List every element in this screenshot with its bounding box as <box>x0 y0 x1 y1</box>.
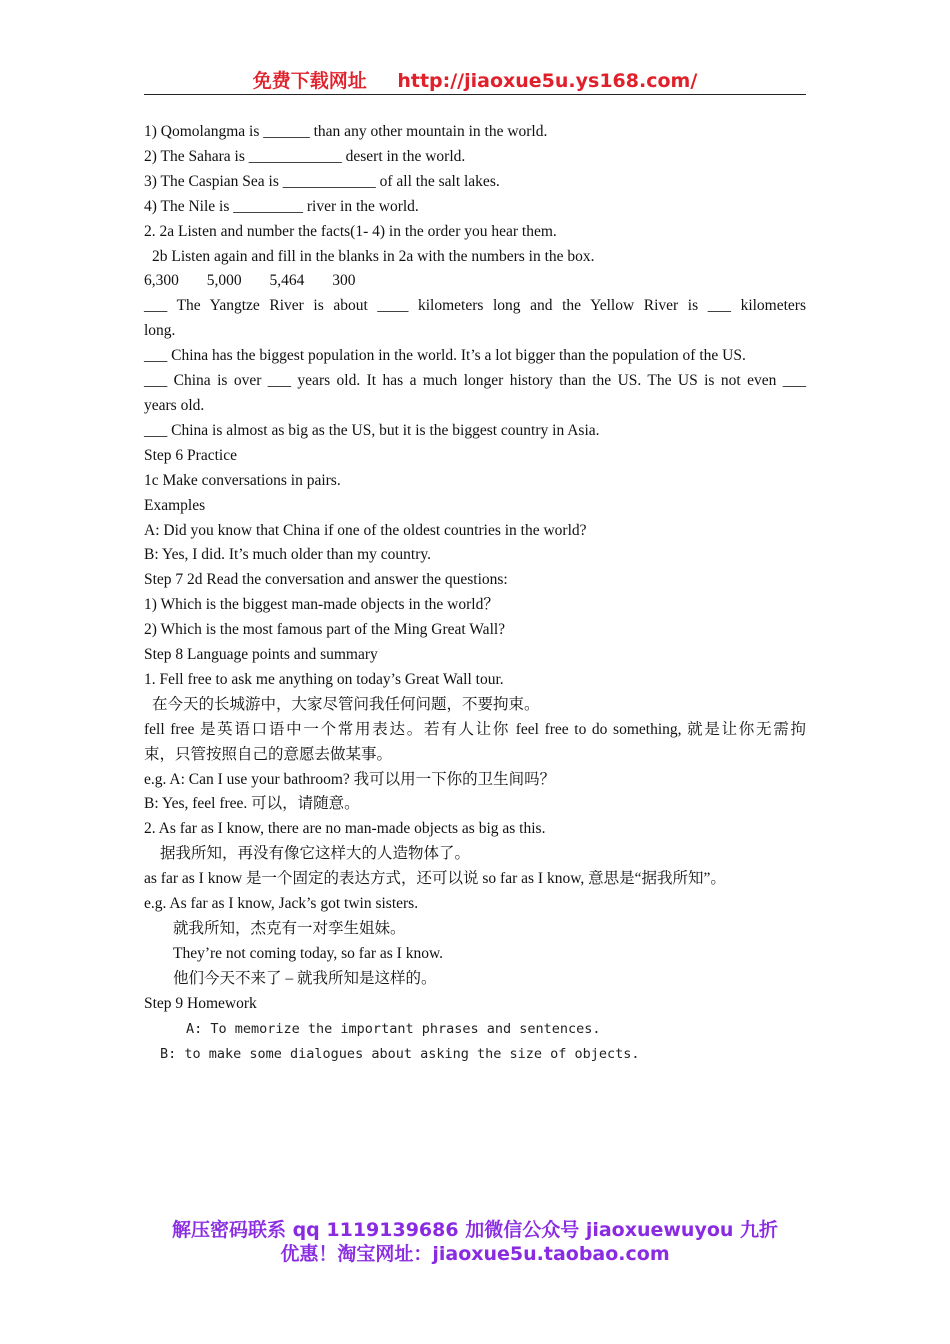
chinese-line: 据我所知，再没有像它这样大的人造物体了。 <box>160 845 471 863</box>
fact-line: ___ China has the biggest population in the world. It’s a lot bigger than the population of the US. <box>144 347 746 365</box>
number-item: 5,464 <box>269 272 305 290</box>
text-line: 1c Make conversations in pairs. <box>144 471 341 489</box>
dialogue-line: B: Yes, I did. It’s much older than my country. <box>144 546 432 564</box>
exercise-line: 2) The Sahara is ____________ desert in the world. <box>144 147 466 165</box>
chinese-line: 束，只管按照自己的意愿去做某事。 <box>144 745 393 763</box>
homework-line: A: To memorize the important phrases and sentences. <box>186 1020 601 1037</box>
instruction-2a: 2. 2a Listen and number the facts(1- 4) in the order you hear them. <box>144 222 557 240</box>
exercise-line: 1) Qomolangma is ______ than any other mountain in the world. <box>144 123 548 140</box>
chinese-line: 在今天的长城游中，大家尽管问我任何问题，不要拘束。 <box>152 695 540 713</box>
text-line: fell free 是英语口语中一个常用表达。若有人让你 feel free to do something, 就是让你无需拘 <box>144 720 806 738</box>
dialogue-line: A: Did you know that China if one of the oldest countries in the world? <box>144 521 587 539</box>
exercise-line: 4) The Nile is _________ river in the world. <box>144 197 419 215</box>
footer-line-1: 解压密码联系 qq 1119139686 加微信公众号 jiaoxuewuyou 九折 <box>171 1219 779 1241</box>
fact-line: ___ China is almost as big as the US, but it is the biggest country in Asia. <box>144 421 600 439</box>
chinese-line: 就我所知，杰克有一对孪生姐妹。 <box>173 920 406 937</box>
exercise-line: 3) The Caspian Sea is ____________ of all the salt lakes. <box>144 172 500 190</box>
example-line: They’re not coming today, so far as I know. <box>173 944 444 962</box>
homework-line: B: to make some dialogues about asking the size of objects. <box>160 1045 640 1062</box>
header-url-link[interactable]: http://jiaoxue5u.ys168.com/ <box>397 70 698 92</box>
step-heading: Step 6 Practice <box>144 446 237 464</box>
step-heading: Step 8 Language points and summary <box>144 646 378 664</box>
chinese-line: 他们今天不来了 – 就我所知是这样的。 <box>173 969 437 987</box>
example-line: B: Yes, feel free. 可以，请随意。 <box>144 795 360 813</box>
header-free-download: 免费下载网址 <box>252 70 367 92</box>
fact-line: ___ China is over ___ years old. It has a much longer history than the US. The US is not even ___ <box>144 372 806 390</box>
step-heading: Step 7 2d Read the conversation and answer the questions: <box>144 571 508 589</box>
number-item: 5,000 <box>206 272 242 290</box>
step-heading: Step 9 Homework <box>144 994 257 1012</box>
example-line: e.g. As far as I know, Jack’s got twin sisters. <box>144 895 419 913</box>
number-item: 6,300 <box>144 272 179 290</box>
page-footer <box>100 1218 850 1266</box>
text-line: 2. As far as I know, there are no man-made objects as big as this. <box>144 820 546 838</box>
document-body <box>144 120 806 1066</box>
text-line: Examples <box>144 496 206 514</box>
text-line: as far as I know 是一个固定的表达方式，还可以说 so far as I know, 意思是“据我所知”。 <box>144 870 726 888</box>
page-header <box>144 66 806 95</box>
fact-line: ___ The Yangtze River is about ____ kilometers long and the Yellow River is ___ kilometers <box>144 297 806 315</box>
example-line: e.g. A: Can I use your bathroom? 我可以用一下你的卫生间吗？ <box>144 770 556 788</box>
number-box <box>144 269 806 294</box>
question-line: 1) Which is the biggest man-made objects in the world？ <box>144 596 499 614</box>
instruction-2b: 2b Listen again and fill in the blanks in 2a with the numbers in the box. <box>152 247 595 265</box>
question-line: 2) Which is the most famous part of the Ming Great Wall? <box>144 621 506 639</box>
fact-line: years old. <box>144 396 205 414</box>
number-item: 300 <box>332 272 356 290</box>
text-line: 1. Fell free to ask me anything on today’s Great Wall tour. <box>144 670 504 688</box>
fact-line: long. <box>144 322 176 340</box>
footer-line-2[interactable]: 优惠！淘宝网址：jiaoxue5u.taobao.com <box>280 1243 670 1265</box>
